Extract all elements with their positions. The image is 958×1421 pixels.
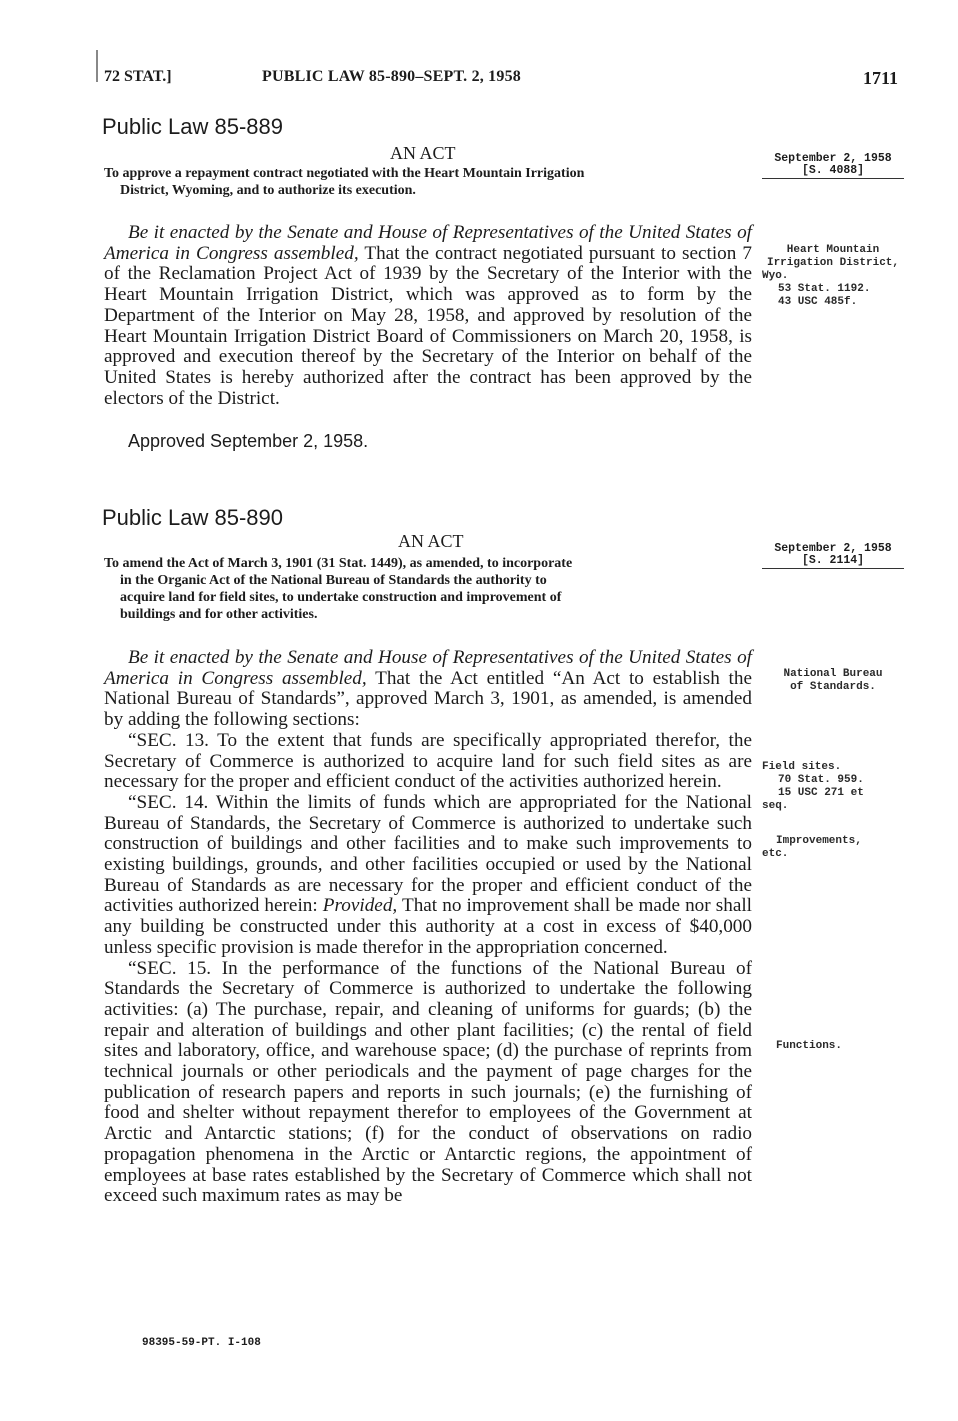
law2-purpose-line2: in the Organic Act of the National Bureau of Standards the authority to bbox=[120, 573, 547, 588]
law1-date-block bbox=[762, 153, 904, 177]
law2-date-block bbox=[762, 543, 904, 567]
law2-enacting-rest: That the Act entitled “An Act to establish the National Bureau of Standards”, approved March 3, 1901, as amended, is amended by adding the following sections: bbox=[104, 667, 752, 731]
law1-body-text: That the contract negotiated pursuant to section 7 of the Reclamation Project Act of 1939 by the Secretary of the Interior with the Heart Mountain Irrigation District, which was approved as to form by the Department of the Interior on May 28, 1958, and approved by resolution of the Heart Mountain Irrigation District Board of Commissioners on March 20, 1958, is approved and execution thereof by the Secretary of the Interior on behalf of the United States is hereby authorized after the contract has been approved by the electors of the District. bbox=[104, 242, 752, 409]
law2-purpose-line3: acquire land for field sites, to undertake construction and improvement of bbox=[120, 590, 562, 605]
law2-margin-field-line1: Field sites. bbox=[762, 761, 842, 773]
law2-margin-nbs bbox=[762, 668, 904, 694]
law2-sec14 bbox=[104, 793, 752, 959]
law1-date: September 2, 1958 bbox=[774, 152, 892, 165]
scan-artifact bbox=[96, 50, 98, 82]
law1-purpose-line2: District, Wyoming, and to authorize its execution. bbox=[120, 183, 416, 198]
law2-margin-functions: Functions. bbox=[776, 1040, 843, 1052]
law1-margin-line5: 43 USC 485f. bbox=[778, 296, 858, 308]
header-stat: 72 STAT.] bbox=[104, 68, 172, 85]
law1-an-act: AN ACT bbox=[390, 143, 456, 163]
law1-body bbox=[104, 223, 752, 409]
law2-margin-nbs-line1: National Bureau bbox=[783, 668, 883, 680]
law1-date-rule bbox=[762, 178, 904, 179]
law2-margin-field-line2: 70 Stat. 959. bbox=[778, 774, 864, 786]
page-number: 1711 bbox=[862, 68, 898, 88]
law2-purpose bbox=[104, 555, 754, 623]
law1-bill: [S. 4088] bbox=[801, 164, 865, 177]
law2-margin-impr-line1: Improvements, bbox=[776, 835, 862, 847]
law2-margin-impr-line2: etc. bbox=[762, 848, 789, 860]
law2-date-rule bbox=[762, 568, 904, 569]
law1-paragraph bbox=[104, 223, 752, 409]
law1-purpose bbox=[104, 165, 754, 199]
law1-margin-line1: Heart Mountain bbox=[786, 244, 880, 256]
law1-approved: Approved September 2, 1958. bbox=[128, 431, 369, 451]
law2-margin-nbs-line2: of Standards. bbox=[790, 681, 876, 693]
law2-an-act: AN ACT bbox=[398, 531, 464, 551]
law1-margin-line4: 53 Stat. 1192. bbox=[778, 283, 871, 295]
law2-purpose-line4: buildings and for other activities. bbox=[120, 607, 318, 622]
law1-margin-line2: Irrigation District, bbox=[766, 257, 900, 269]
footer-printing-code: 98395-59-PT. I-108 bbox=[142, 1337, 261, 1349]
law1-margin-note bbox=[762, 244, 904, 270]
law2-margin-improvements bbox=[762, 835, 912, 861]
header-title: PUBLIC LAW 85-890–SEPT. 2, 1958 bbox=[262, 68, 521, 85]
law2-title: Public Law 85-890 bbox=[102, 505, 284, 530]
law2-sec13: “SEC. 13. To the extent that funds are specifically appropriated therefor, the Secretary of Commerce is authorized to acquire land for such field sites as are necessary for the proper and efficient conduct of the activities authorized herein. bbox=[104, 729, 752, 793]
law2-margin-field-line4: seq. bbox=[762, 800, 789, 812]
law1-margin-line3: Wyo. bbox=[762, 270, 789, 282]
law2-sec14-a: “SEC. 14. Within the limits of funds which are appropriated for the National Bureau of Standards, the Secretary of Commerce is authorized to undertake such construction of buildings and other facilities and to make such improvements to existing buildings, grounds, and other facilities occupied or used by the National Bureau of Standards as are necessary for the proper and efficient conduct of the activities authorized herein: bbox=[104, 791, 752, 917]
law2-enacting-paragraph bbox=[104, 648, 752, 731]
law2-sec14-provided: Provided, bbox=[322, 895, 398, 917]
law1-title: Public Law 85-889 bbox=[102, 114, 284, 139]
law2-sec15: “SEC. 15. In the performance of the functions of the National Bureau of Standards the Secretary of Commerce is authorized to undertake the following activities: (a) The purchase, repair, and cleaning of uniforms for guards; (b) the repair and alteration of buildings and other plant facilities; (c) the rental of field sites and laboratory, office, and warehouse space; (d) the purchase of reprints from technical journals or other periodicals and the payment of page charges for the publication of research papers and reports in such journals; (e) the furnishing of food and shelter without repayment therefor to employees of the Government at Arctic and Antarctic stations; (f) for the conduct of observations on radio propagation phenomena in the Arctic or Antarctic regions, the appointment of employees at base rates established by the Secretary of Commerce which shall not exceed such maximum rates as may be bbox=[104, 957, 752, 1207]
law1-margin-citations bbox=[762, 270, 912, 309]
law1-purpose-line1: To approve a repayment contract negotiated with the Heart Mountain Irrigation bbox=[104, 166, 585, 181]
law2-sec14-b: That no improvement shall be made nor shall any building be constructed under this authority at a cost in excess of $40,000 unless specific provision is made therefor in the appropriation concerned. bbox=[104, 895, 752, 958]
law2-enacting-clause: Be it enacted by the Senate and House of Representatives of the United States of America in Congress assembled, bbox=[104, 647, 752, 689]
law2-margin-field bbox=[762, 761, 912, 813]
law2-bill: [S. 2114] bbox=[801, 554, 865, 567]
law2-margin-field-line3: 15 USC 271 et bbox=[778, 787, 864, 799]
law1-enacting-clause: Be it enacted by the Senate and House of Representatives of the United States of America in Congress assembled, bbox=[104, 222, 752, 264]
law2-body bbox=[104, 648, 752, 1207]
law2-purpose-line1: To amend the Act of March 3, 1901 (31 Stat. 1449), as amended, to incorporate bbox=[104, 556, 573, 571]
law2-date: September 2, 1958 bbox=[774, 542, 892, 555]
